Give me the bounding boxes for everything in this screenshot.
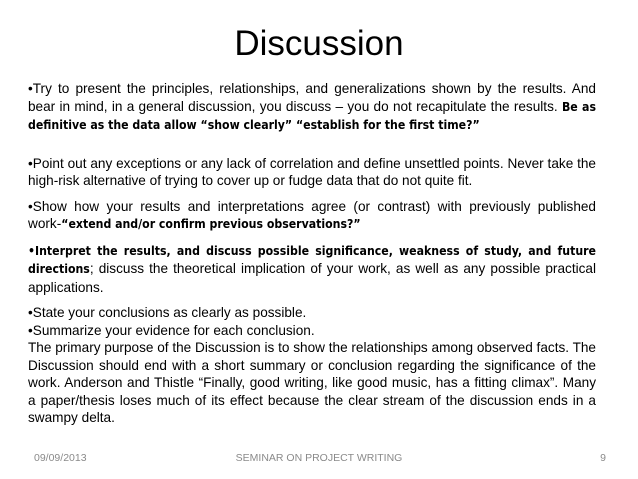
- paragraph-agreement: [28, 198, 596, 234]
- slide-title: Discussion: [234, 24, 404, 63]
- paragraph-agreement-emphasis: “extend and/or confirm previous observations?”: [61, 217, 361, 231]
- paragraph-interpret-text: ; discuss the theoretical implication of your work, as well as any possible practical applications.: [28, 261, 596, 295]
- paragraph-agreement-text: •Show how your results and interpretations agree (or contrast) with previously published work-: [28, 198, 596, 231]
- paragraph-principles-text: •Try to present the principles, relationships, and generalizations shown by the results. And bear in mind, in a general discussion, you discuss – you do not recapitulate the results.: [28, 81, 596, 114]
- paragraph-interpret: [28, 242, 596, 297]
- bullet-evidence: •Summarize your evidence for each conclusion.: [28, 322, 315, 338]
- paragraph-principles-emphasis: Be as definitive as the data allow “show clearly” “establish for the first time?”: [28, 99, 596, 132]
- footer-page-number: 9: [600, 452, 606, 464]
- paragraph-principles: [28, 80, 596, 135]
- bullet-conclusions: •State your conclusions as clearly as possible.: [28, 305, 307, 320]
- footer-date: 09/09/2013: [34, 452, 87, 464]
- paragraph-exceptions: •Point out any exceptions or any lack of correlation and define unsettled points. Never take the high-risk alternative of trying to cover up or fudge data that do not quite fit.: [28, 155, 596, 188]
- paragraph-purpose: The primary purpose of the Discussion is to show the relationships among observed facts. The Discussion should end with a short summary or conclusion regarding the significance of the work. Anderson and Thistle “Finally, good writing, like good music, has a fitting climax”. Many a paper/thesis loses much of its effect because the clear stream of the discussion ends in a swampy delta.: [28, 340, 596, 425]
- footer-title: SEMINAR ON PROJECT WRITING: [235, 452, 403, 464]
- paragraph-interpret-emphasis: •Interpret the results, and discuss possible significance, weakness of study, and future directions: [28, 243, 596, 276]
- slide-body: [28, 80, 596, 427]
